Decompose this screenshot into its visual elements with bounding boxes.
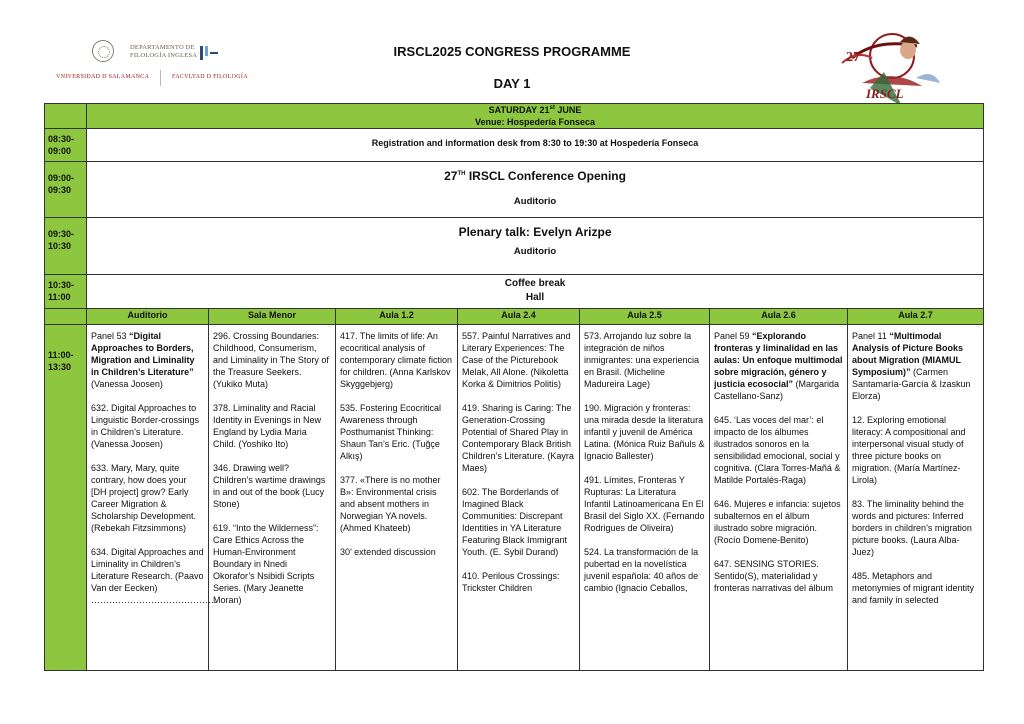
paper-text: 346. Drawing well? Children’s wartime drawings in and out of the book (Lucy Stone) [213, 463, 326, 509]
time-cell: 09:00- 09:30 [45, 162, 87, 218]
event-title: Coffee break [504, 278, 566, 289]
paper-entry [340, 474, 453, 534]
paper-text: Panel 59 [714, 331, 753, 341]
session-cell [336, 325, 458, 671]
paper-text: 632. Digital Approaches to Linguistic Border-crossings in Children’s Literature. (Vanessa Joosen) [91, 403, 200, 449]
paper-entry [213, 402, 331, 450]
room-header: Sala Menor [209, 309, 336, 325]
day-date: SATURDAY 21st JUNE [488, 105, 582, 115]
session-cell [710, 325, 848, 671]
paper-text: 645. ‘Las voces del mar’: el impacto de los álbumes ilustrados sonoros en la sensibilidad emocional, social y cognitiva. (Clara Torres-Mañá & Matilde Portalés-Raga) [714, 415, 841, 485]
time-cell: 08:30- 09:00 [45, 129, 87, 162]
paper-entry [213, 522, 331, 606]
institution-logos [52, 38, 272, 88]
paper-text: 634. Digital Approaches and Liminality in Children’s Literature Research. (Paavo Van der Eecken) …………………………………… [91, 547, 217, 605]
paper-entry [340, 330, 453, 390]
logo-text: IRSCL [866, 86, 904, 101]
department-name: DEPARTAMENTO DE FILOLOGÍA INGLESA [130, 44, 198, 59]
coffee-break [87, 275, 984, 309]
logo-divider [160, 70, 161, 86]
university-name: VNIVERSIDAD D SALAMANCA [56, 74, 150, 80]
paper-text: 573. Arrojando luz sobre la integración de niños inmigrantes: una experiencia en Brasil. (Micheline Madureira Lage) [584, 331, 700, 389]
paper-text: 633. Mary, Mary, quite contrary, how does your [DH project] grow? Early Career Migration & Scholarship Development. (Rebekah Fitzsimmons) [91, 463, 197, 533]
registration-text: Registration and information desk from 8:30 to 19:30 at Hospedería Fonseca [87, 129, 984, 162]
schedule-row [45, 129, 984, 162]
day-header-row [45, 104, 984, 129]
paper-text: 12. Exploring emotional literacy: A compositional and interpersonal visual study of three picture books on migration. (María Martínez-Lirola) [852, 415, 966, 485]
paper-text: 535. Fostering Ecocritical Awareness through Posthumanist Thinking: Shaun Tan’s Eric. (Tuğçe Alkış) [340, 403, 442, 461]
paper-text: 419. Sharing is Caring: The Generation-Crossing Potential of Shared Play in Contemporary Black British Children’s Literature. (Kayra Maes) [462, 403, 574, 473]
paper-text: 377. «There is no mother B»: Environmental crisis and absent mothers in Norwegian YA novels. (Ahmed Khateeb) [340, 475, 441, 533]
paper-text: 647. SENSING STORIES. Sentido(S), materialidad y fronteras narrativas del álbum [714, 559, 834, 593]
room-header: Aula 2.6 [710, 309, 848, 325]
corner-cell [45, 309, 87, 325]
paper-entry [340, 546, 453, 558]
panel-title: “Multimodal Analysis of Picture Books about Migration (MIAMUL Symposium)” [852, 331, 964, 377]
paper-text: 378. Liminality and Racial Identity in Evenings in New England by Lydia Maria Child. (Yoshiko Ito) [213, 403, 322, 449]
paper-text: 417. The limits of life: An ecocritical analysis of contemporary climate fiction for children. (Anna Karlskov Skyggebjerg) [340, 331, 453, 389]
logo-number: 27 [846, 50, 860, 65]
paper-text: 619. “Into the Wilderness”: Care Ethics Across the Human-Environment Boundary in Nnedi Okorafor’s Nsibidi Scripts Series. (Mary Jeanette Moran) [213, 523, 319, 605]
paper-entry [462, 402, 575, 474]
panel-title: “Explorando fronteras y liminalidad en las aulas: Un enfoque multimodal sobre migración, género y justicia ecosocial” [714, 331, 843, 389]
paper-entry [852, 498, 979, 558]
room-header: Auditorio [87, 309, 209, 325]
schedule-row [45, 162, 984, 218]
paper-text: 602. The Borderlands of Imagined Black Communities: Discrepant Identities in YA Literature Featuring Black Immigrant Youth. (E. Sybil Durand) [462, 487, 568, 557]
session-row [45, 325, 984, 671]
event-title: 27TH IRSCL Conference Opening [444, 169, 626, 183]
paper-entry [213, 462, 331, 510]
room-header: Aula 2.7 [848, 309, 984, 325]
day-label: DAY 1 [493, 76, 531, 91]
paper-entry [852, 570, 979, 606]
paper-text: Panel 53 [91, 331, 130, 341]
paper-text: 491. Límites, Fronteras Y Rupturas: La Literatura Infantil Latinoamericana En El Brasil del Siglo XX. (Fernando Rodrigues de Oliveira) [584, 475, 705, 533]
filologia-logo-icon [200, 46, 218, 60]
event-venue: Hall [525, 292, 545, 303]
paper-entry [714, 414, 843, 486]
corner-cell [45, 104, 87, 129]
paper-entry [584, 474, 705, 534]
paper-entry [584, 546, 705, 594]
schedule-row [45, 218, 984, 275]
session-cell [209, 325, 336, 671]
paper-text: 83. The liminality behind the words and pictures: Inferred borders in children’s migration picture books. (Laura Alba-Juez) [852, 499, 972, 557]
day-header [87, 104, 984, 129]
paper-text: 410. Perilous Crossings: Trickster Children [462, 571, 560, 593]
room-header: Aula 1.2 [336, 309, 458, 325]
event-venue: Auditorio [513, 246, 557, 257]
event-title: Plenary talk: Evelyn Arizpe [458, 225, 612, 239]
paper-entry [852, 330, 979, 402]
paper-text: (Carmen Santamaría-García & Izaskun Elorza) [852, 367, 971, 401]
panel-title: “Digital Approaches to Borders, Migration and Liminality in Children’s Literature” [91, 331, 195, 377]
session-cell [458, 325, 580, 671]
paper-entry [714, 498, 843, 546]
paper-text: 646. Mujeres e infancia: sujetos subalternos en el álbum ilustrado sobre migración. (Rocío Domene-Benito) [714, 499, 841, 545]
paper-entry [340, 402, 453, 462]
day-venue: Venue: Hospedería Fonseca [475, 117, 596, 127]
paper-text: (Margarida Castellano-Sanz) [714, 379, 840, 401]
paper-entry [462, 570, 575, 594]
room-header: Aula 2.4 [458, 309, 580, 325]
paper-entry [91, 546, 217, 606]
paper-entry [714, 330, 843, 402]
paper-text: 190. Migración y fronteras: una mirada desde la literatura infantil y juvenil de América Latina. (Mónica Ruiz Bañuls & Ignacio Ballester) [584, 403, 705, 461]
paper-entry [462, 330, 575, 390]
schedule-row [45, 275, 984, 309]
paper-text: Panel 11 [852, 331, 890, 341]
time-cell: 10:30- 11:00 [45, 275, 87, 309]
page-title: IRSCL2025 CONGRESS PROGRAMME [393, 44, 631, 59]
session-cell [580, 325, 710, 671]
paper-entry [91, 402, 204, 450]
session-cell [87, 325, 217, 671]
event-venue: Auditorio [513, 196, 557, 207]
paper-entry [91, 462, 204, 534]
opening-event [87, 162, 984, 218]
paper-entry [584, 402, 705, 462]
room-header: Aula 2.5 [580, 309, 710, 325]
paper-text: 524. La transformación de la pubertad en la novelística juvenil española: 40 años de cambio (Ignacio Ceballos, [584, 547, 699, 593]
room-header-row [45, 309, 984, 325]
paper-entry [91, 330, 204, 390]
paper-text: 296. Crossing Boundaries: Childhood, Consumerism, and Liminality in The Story of the Treasure Seekers. (Yukiko Muta) [213, 331, 329, 389]
paper-entry [462, 486, 575, 558]
paper-entry [714, 558, 843, 594]
paper-entry [852, 414, 979, 486]
irscl-conference-logo [822, 28, 947, 110]
plenary-event [87, 218, 984, 275]
time-cell: 09:30- 10:30 [45, 218, 87, 275]
paper-text: 485. Metaphors and metonymies of migrant identity and family in selected [852, 571, 975, 605]
paper-entry [584, 330, 705, 390]
session-cell [848, 325, 984, 671]
programme-table [44, 103, 984, 671]
time-cell: 11:00- 13:30 [45, 325, 87, 671]
faculty-name: FACVLTAD D FILOLOGÍA [172, 74, 248, 80]
paper-text: 557. Painful Narratives and Literary Experiences: The Case of the Picturebook Melak, All Alone. (Nikoletta Korka & Dimitrios Politis) [462, 331, 571, 389]
paper-entry [213, 330, 331, 390]
paper-text: (Vanessa Joosen) [91, 379, 163, 389]
university-seal-icon [92, 40, 114, 62]
paper-text: 30’ extended discussion [340, 547, 436, 557]
